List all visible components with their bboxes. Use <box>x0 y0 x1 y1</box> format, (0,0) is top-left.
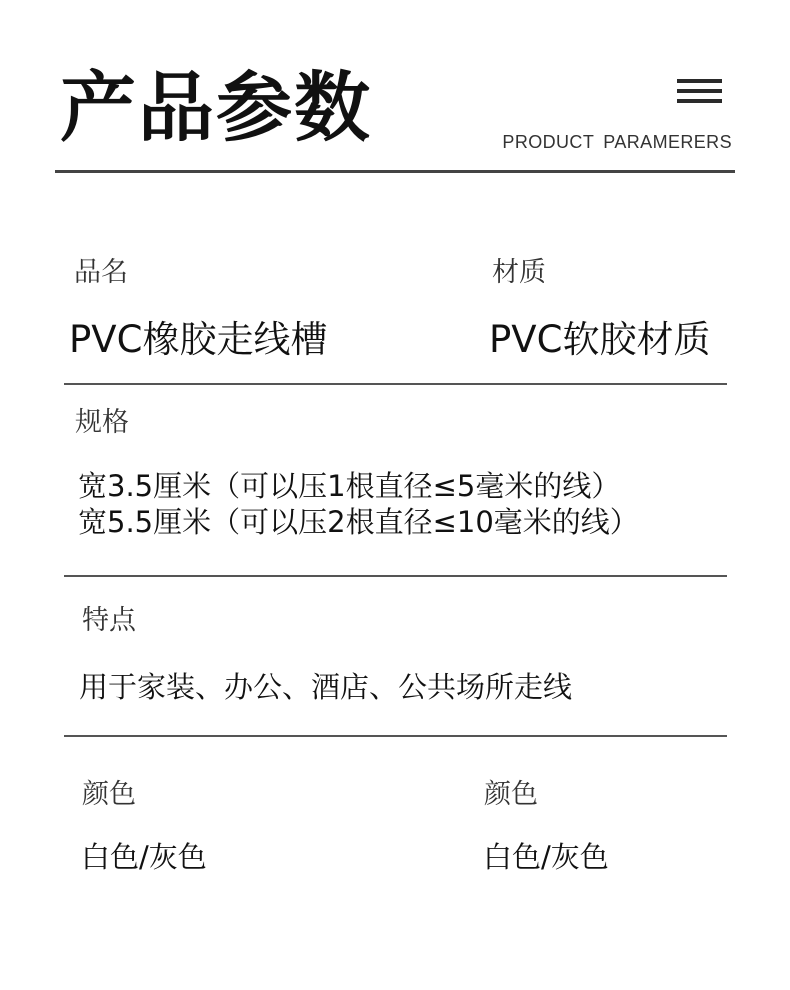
menu-icon[interactable] <box>677 79 722 104</box>
row-divider-3 <box>64 735 727 737</box>
menu-icon-bar-middle <box>677 89 722 93</box>
spec-label: 规格 <box>75 407 129 438</box>
feature-label: 特点 <box>82 605 136 636</box>
color-label-left: 颜色 <box>82 779 136 810</box>
page-title: 产品参数 <box>60 63 372 152</box>
color-value-right: 白色/灰色 <box>483 840 609 874</box>
feature-value: 用于家装、办公、酒店、公共场所走线 <box>79 670 573 704</box>
material-label: 材质 <box>492 257 546 288</box>
header-divider <box>55 170 735 173</box>
menu-icon-bar-bottom <box>677 99 722 103</box>
spec-line-2: 宽5.5厘米（可以压2根直径≤10毫米的线） <box>78 505 639 539</box>
name-value: PVC橡胶走线槽 <box>69 318 328 361</box>
material-value: PVC软胶材质 <box>489 318 711 361</box>
row-divider-1 <box>64 383 727 385</box>
menu-icon-bar-top <box>677 79 722 83</box>
page-subtitle: PRODUCT PARAMERERS <box>502 132 732 152</box>
color-value-left: 白色/灰色 <box>81 840 207 874</box>
color-label-right: 颜色 <box>484 779 538 810</box>
name-label: 品名 <box>74 257 128 288</box>
spec-line-1: 宽3.5厘米（可以压1根直径≤5毫米的线） <box>78 469 621 503</box>
row-divider-2 <box>64 575 727 577</box>
